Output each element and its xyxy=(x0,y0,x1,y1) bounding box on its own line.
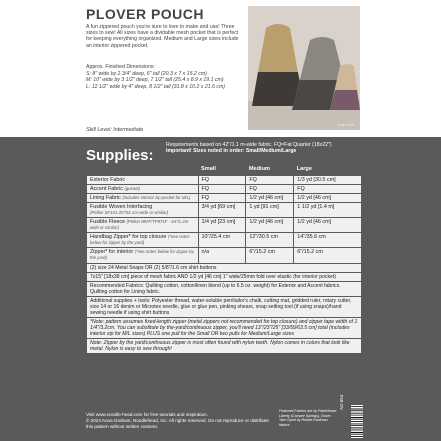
requirements-text: Requirements based on 42"/1.1 m-wide fabric. FQ=Fat Quarter (18x22") xyxy=(166,142,332,148)
snaps-row: (2) size 24 Metal Snaps OR (2) 5/8"/1.6 cm shirt buttons xyxy=(87,263,362,272)
cell-medium: FQ xyxy=(246,175,294,184)
table-row xyxy=(87,193,362,202)
table-row xyxy=(87,184,362,193)
table-row xyxy=(87,248,362,263)
item-note: (Pellon SF101-20"/51 cm-wide or similar) xyxy=(90,209,169,215)
item-name: Exterior Fabric xyxy=(90,176,126,183)
item-name: Lining Fabric xyxy=(90,194,121,201)
cell-medium: 1/2 yd [46 cm] xyxy=(246,193,294,202)
cell-large: 14"/35.6 cm xyxy=(294,233,362,248)
item-note: (*see notes below for zipper by the yard) xyxy=(90,249,194,261)
row-name xyxy=(87,202,199,217)
cell-medium: 1/2 yd [46 cm] xyxy=(246,217,294,232)
item-note: (*see notes below for zipper by the yard) xyxy=(90,234,190,246)
barcode-graphic xyxy=(351,405,363,438)
item-name: Fusible Woven Interfacing xyxy=(90,203,153,210)
cell-small: FQ xyxy=(198,193,246,202)
table-row xyxy=(87,233,362,248)
cell-small: FQ xyxy=(198,184,246,193)
table-row xyxy=(87,296,362,317)
dimensions-heading: Approx. Finished Dimensions: xyxy=(86,64,155,70)
barcode-icon xyxy=(351,405,363,438)
cell-small: 1/4 yd [23 cm] xyxy=(198,217,246,232)
requirements-note xyxy=(166,142,366,155)
dimension-small: S: 8" wide by 2 3/4" deep, 6" tall (20.3 x 7 x 15.2 cm) xyxy=(86,70,207,77)
table-row xyxy=(87,202,362,217)
item-note: (gusset) xyxy=(124,185,140,191)
cell-medium: 1 yd [91 cm] xyxy=(246,202,294,217)
footer-info xyxy=(86,412,276,429)
recommended-fabrics-row: Recommended Fabrics: Quilting cotton, cotton/linen blend (up to 6.5 oz. weight) for Exterior and Accent fabrics. Quilting cotton for Lining fabric. xyxy=(87,281,362,296)
table-row xyxy=(87,272,362,281)
supplies-heading: Supplies: xyxy=(86,147,154,164)
cell-small: 10"/25.4 cm xyxy=(198,233,246,248)
item-name: Zipper* for interior xyxy=(90,249,134,256)
cell-small: n/a xyxy=(198,248,246,263)
cell-medium: 6"/15.2 cm xyxy=(246,248,294,263)
product-photo xyxy=(248,6,360,130)
table-row xyxy=(87,281,362,296)
mesh-row: 7x15" [18x38 cm] piece of mesh fabric AND 1/2 yd [46 cm] 1" wide/25mm fold over elastic (for interior pocket) xyxy=(87,272,362,281)
dimension-medium: M: 10" wide by 3 1/2" deep, 7 1/2" tall (25.4 x 8.9 x 19.1 cm) xyxy=(86,77,224,84)
cell-large: 1/2 yd [46 cm] xyxy=(294,193,362,202)
zipper-note-row: *Note: pattern assumes fixed-length zipper (metal zippers not recommended for top closure) and zipper tape width of 1 1/4"/3.2cm. You can substitute by the-yard/continuous zipper, you'll need 13"/23"/25" [33/59/63.5 cm] total (includes interior zip for M/L sizes) PLUS one pull for the Small OR two pulls for Medium/Large sizes xyxy=(87,317,362,338)
row-name xyxy=(87,175,199,184)
cell-large: 6"/15.2 cm xyxy=(294,248,362,263)
header-small: Small xyxy=(201,165,216,172)
pattern-title: PLOVER POUCH xyxy=(86,6,205,22)
featured-fabrics: Featured Fabrics are by Fabricheart Liberty (Camper Springs), Essex Yarn Dyed by Robert Kaufman fabrics xyxy=(279,409,337,427)
pattern-intro: A fun zippered pouch you're sure to love to make and use! Three sizes to sew! All sizes have a dividable mesh pocket that is perfect for keeping everything organized. Medium and Large sizes include an interior zippered pocket. xyxy=(86,24,239,49)
item-name: Handbag Zipper* for top closure xyxy=(90,234,167,241)
pattern-code xyxy=(339,394,344,410)
table-row xyxy=(87,317,362,338)
table-row xyxy=(87,175,362,184)
skill-level: Skill Level: Intermediate xyxy=(86,127,144,133)
cell-large: FQ xyxy=(294,184,362,193)
dimension-large: L: 12 1/2" wide by 4" deep, 8 1/2" tall (31.8 x 10.2 x 21.6 cm) xyxy=(86,83,226,90)
additional-supplies-row: Additional supplies + tools: Polyester thread, water-soluble pen/tailor's chalk, cutting mat, gridded ruler, rotary cutter, size 14 or 16 denim or Microtex needle, glue or glue pen, pinking shears, snap setting tool (if using snaps)/hand sewing needle if using shirt buttons xyxy=(87,296,362,317)
row-name xyxy=(87,184,199,193)
supplies-table xyxy=(86,163,362,354)
table-row xyxy=(87,263,362,272)
photo-credit: Snap Liam xyxy=(337,123,354,127)
copyright: © 2024 Anna Graham, Noodlehead, Inc. All rights reserved. Do not reproduce or distribute this pattern without written consent. xyxy=(86,417,269,429)
item-note: (Pellon 987F/TP971F - 44"/1.2m-wide or similar) xyxy=(90,218,190,231)
pattern-header xyxy=(0,0,441,137)
cell-small: 3/4 yd [69 cm] xyxy=(198,202,246,217)
visit-link[interactable]: Visit www.noodle-head.com for free tutorials and inspiration. xyxy=(86,412,208,417)
table-header-row xyxy=(87,163,362,175)
item-name: Accent Fabric xyxy=(90,185,123,192)
important-text: Important! Sizes noted in order: Small/Medium/Large xyxy=(166,148,297,155)
table-row xyxy=(87,217,362,232)
item-name: Fusible Fleece xyxy=(90,218,126,225)
cell-large: 1 1/2 yd [1.4 m] xyxy=(294,202,362,217)
row-name xyxy=(87,217,199,232)
cell-large: 1/2 yd [46 cm] xyxy=(294,217,362,232)
finished-dimensions xyxy=(86,64,246,90)
cell-medium: FQ xyxy=(246,184,294,193)
header-medium: Medium xyxy=(248,165,270,172)
cell-small: FQ xyxy=(198,175,246,184)
table-row xyxy=(87,338,362,353)
row-name xyxy=(87,233,199,248)
header-large: Large xyxy=(296,165,312,172)
nylon-note-row: Note: Zipper by the yard/continuous zipper is most often found with nylon teeth. Nylon comes in colors that look like metal. Nylon is easy to sew through! xyxy=(87,338,362,353)
header-item xyxy=(87,163,199,175)
cell-medium: 12"/30.5 cm xyxy=(246,233,294,248)
item-note: (includes interior zip pocket for M/L) xyxy=(122,194,191,200)
pattern-code-text: AG-554 xyxy=(339,394,344,410)
row-name xyxy=(87,193,199,202)
cell-large: 1/3 yd [30.5 cm] xyxy=(294,175,362,184)
row-name xyxy=(87,248,199,263)
pouches-illustration xyxy=(248,6,360,130)
